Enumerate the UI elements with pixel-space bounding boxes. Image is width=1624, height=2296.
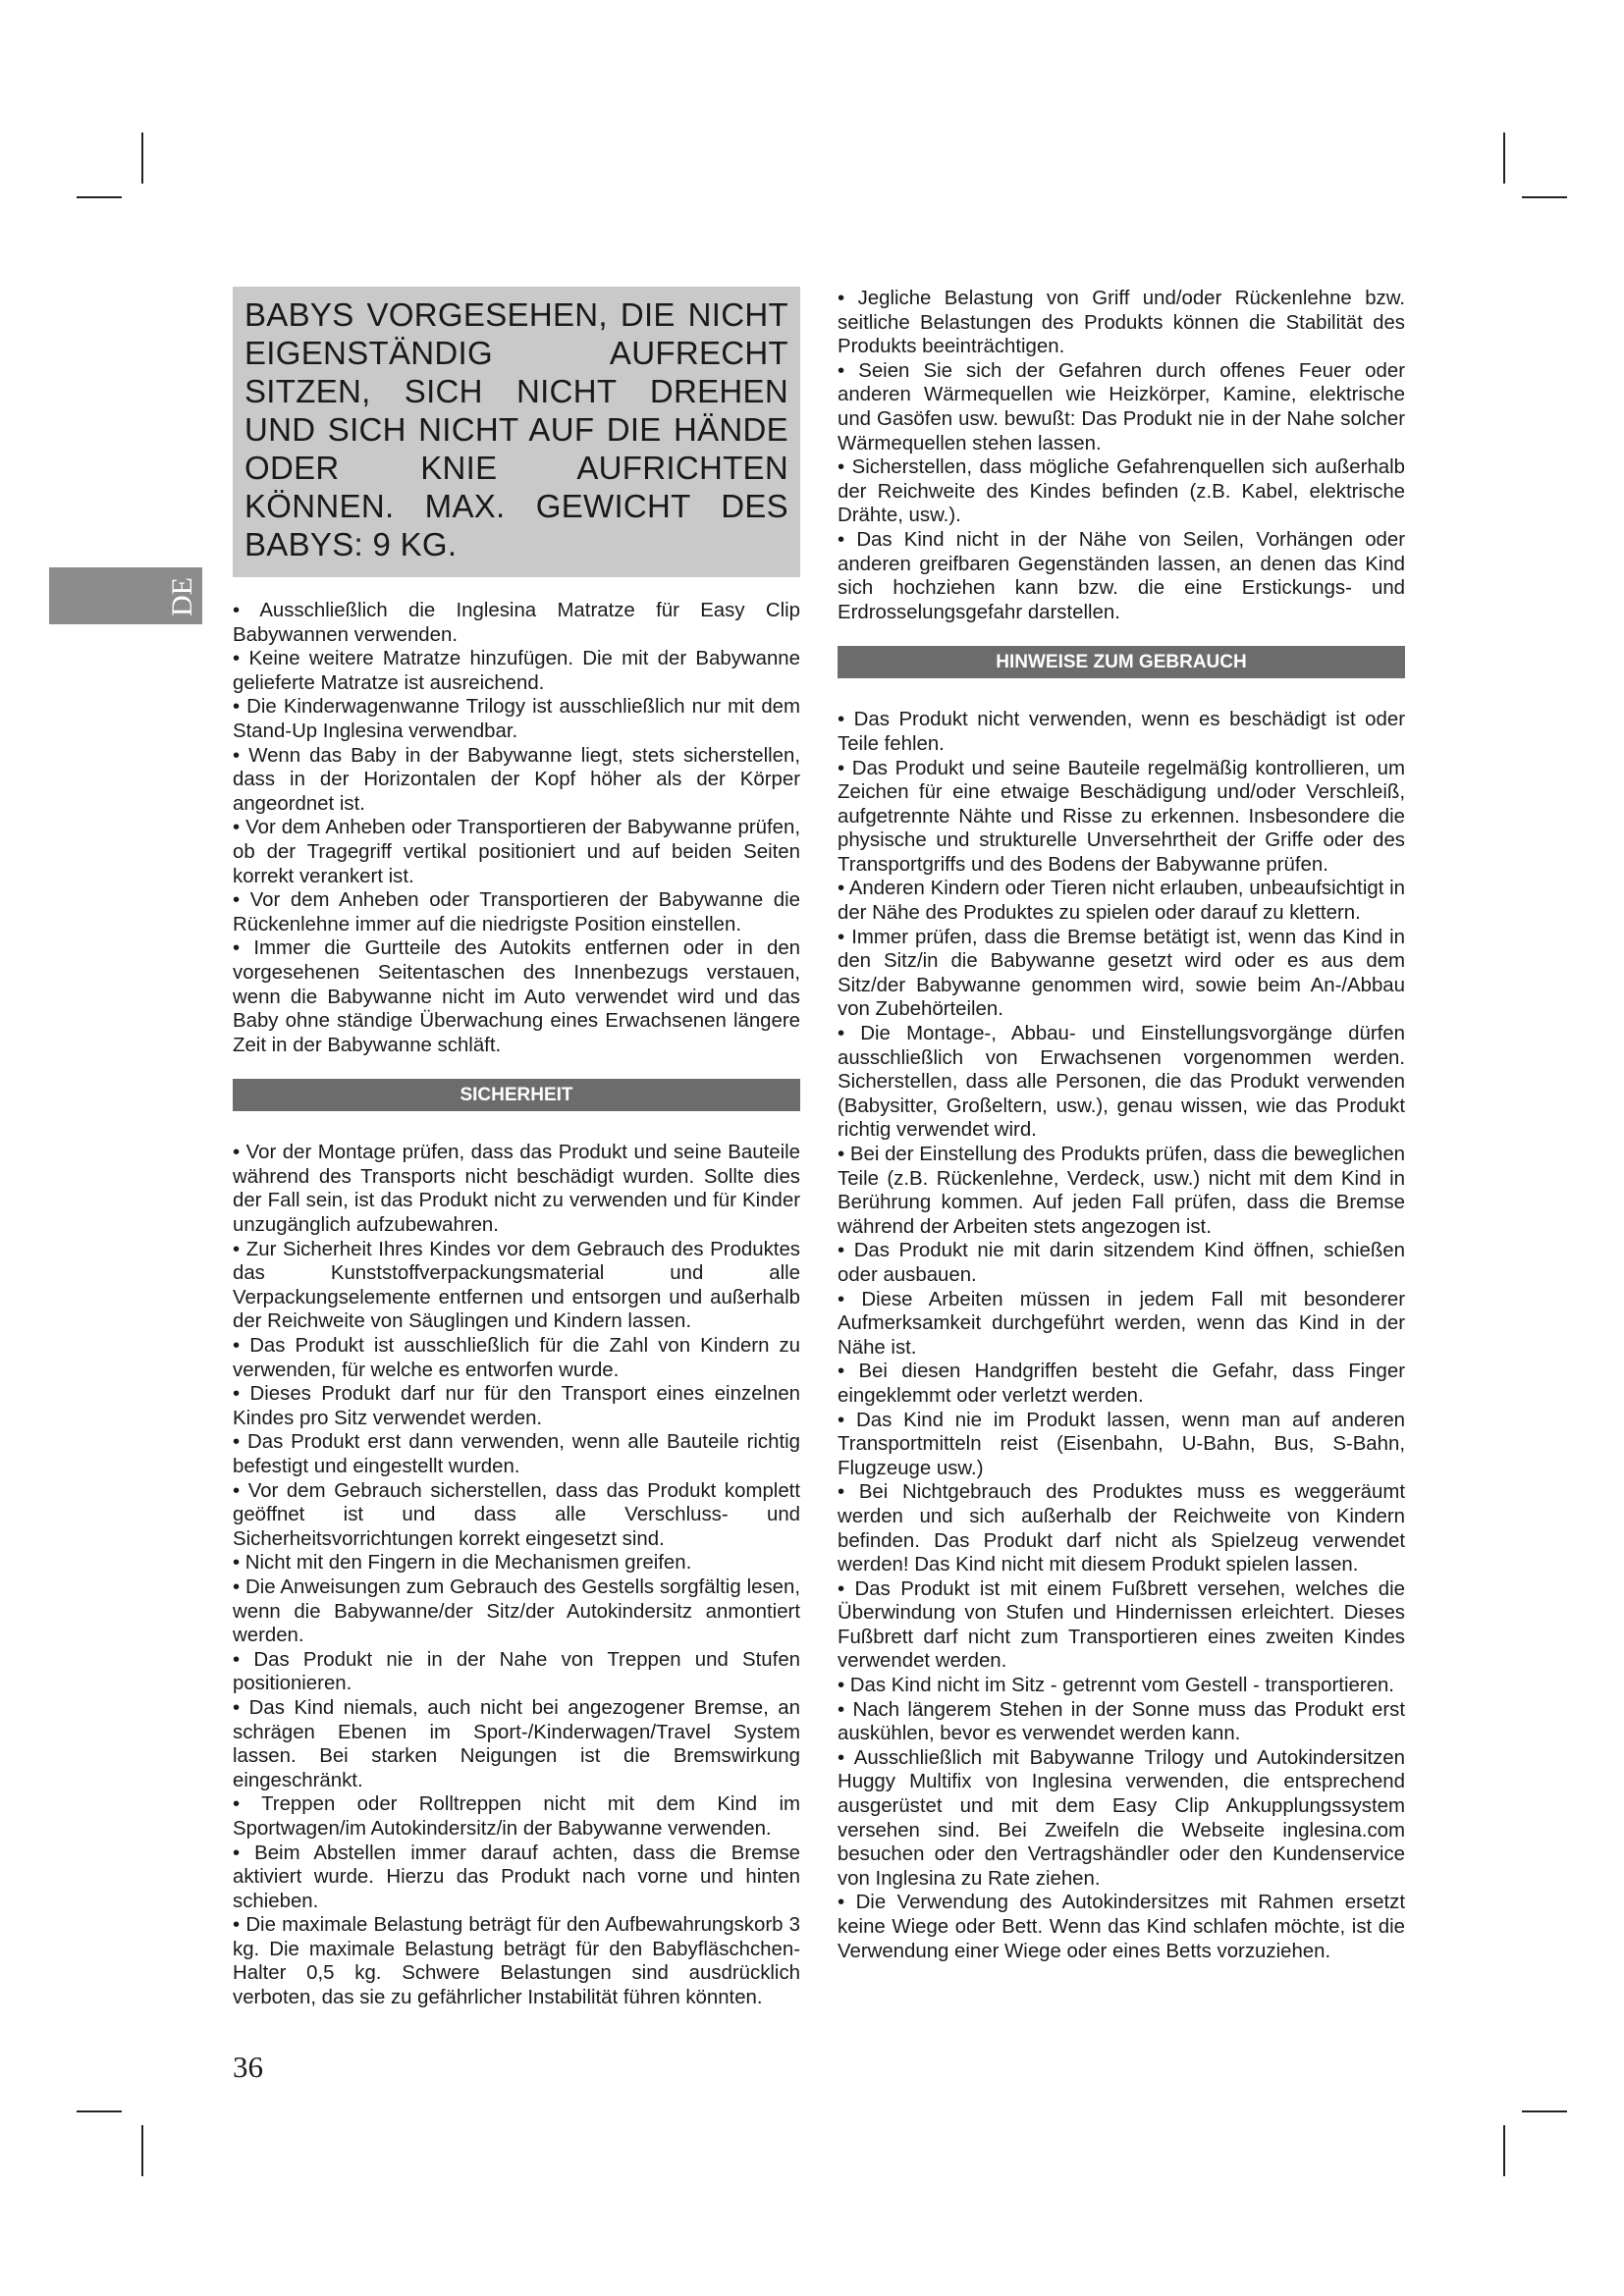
list-item: • Vor dem Gebrauch sicherstellen, dass das Produkt komplett geöffnet ist und dass alle Verschluss- und Sicherheitsvorrichtungen korrekt eingesetzt sind. — [233, 1479, 800, 1550]
list-item: • Das Produkt erst dann verwenden, wenn alle Bauteile richtig befestigt und eingestellt wurden. — [233, 1431, 800, 1477]
list-item: • Das Kind nicht im Sitz - getrennt vom Gestell - transportieren. — [838, 1675, 1394, 1697]
safety-list — [233, 1141, 800, 2009]
list-item: • Die Verwendung des Autokindersitzes mit Rahmen ersetzt keine Wiege oder Bett. Wenn das Kind schlafen möchte, ist die Verwendung einer Wiege oder eines Betts vorzuziehen. — [838, 1892, 1405, 1962]
left-top-list — [233, 599, 800, 1057]
crop-mark-top-left-horizontal — [77, 196, 122, 198]
list-item: • Die maximale Belastung beträgt für den Aufbewahrungskorb 3 kg. Die maximale Belastung beträgt für den Babyfläschchen-Halter 0,5 kg. Schwere Belastungen sind ausdrücklich verboten, das sie zu gefährlicher Instabilität führen könnten. — [233, 1914, 800, 2009]
list-item: • Jegliche Belastung von Griff und/oder Rückenlehne bzw. seitliche Belastungen des Produkts können die Stabilität des Produkts beeinträchtigen. — [838, 288, 1405, 358]
list-item: • Immer prüfen, dass die Bremse betätigt ist, wenn das Kind in den Sitz/in die Babywanne gesetzt wird oder es aus dem Sitz/der Babywanne genommen wird, sowie beim An-/Abbau von Zubehörteilen. — [838, 926, 1405, 1021]
list-item: • Die Anweisungen zum Gebrauch des Gestells sorgfältig lesen, wenn die Babywanne/der Sitz/der Autokindersitz anmontiert werden. — [233, 1575, 800, 1647]
list-item: • Dieses Produkt darf nur für den Transport eines einzelnen Kindes pro Sitz verwendet werden. — [233, 1383, 800, 1429]
section-heading-usage: HINWEISE ZUM GEBRAUCH — [838, 646, 1405, 678]
page-number: 36 — [233, 2050, 263, 2084]
right-top-list — [838, 287, 1405, 624]
list-item: • Das Kind nicht in der Nähe von Seilen, Vorhängen oder anderen greifbaren Gegenständen lassen, an denen das Kind sich hochziehen kann bzw. die eine Erstickungs- und Erdrosselungsgefahr darstellen. — [838, 528, 1405, 623]
crop-mark-top-right-vertical — [1503, 133, 1505, 184]
list-item: • Keine weitere Matratze hinzufügen. Die mit der Babywanne gelieferte Matratze ist ausreichend. — [233, 648, 800, 694]
list-item: • Das Produkt nie in der Nahe von Treppen und Stufen positionieren. — [233, 1648, 800, 1695]
left-column — [233, 287, 800, 2010]
crop-mark-bottom-left-horizontal — [77, 2110, 122, 2112]
list-item: • Immer die Gurtteile des Autokits entfernen oder in den vorgesehenen Seitentaschen des Innenbezugs verstauen, wenn die Babywanne nicht im Auto verwendet wird und das Baby ohne ständige Überwachung eines Erwachsenen längere Zeit in der Babywanne schläft. — [233, 937, 800, 1056]
list-item: • Vor der Montage prüfen, dass das Produkt und seine Bauteile während des Transports nicht beschädigt wurden. Sollte dies der Fall sein, ist das Produkt nicht zu verwenden und für Kinder unzugänglich aufzubewahren. — [233, 1142, 800, 1237]
list-item: • Treppen oder Rolltreppen nicht mit dem Kind im Sportwagen/im Autokindersitz/in der Babywanne verwenden. — [233, 1793, 800, 1840]
list-item: • Ausschließlich mit Babywanne Trilogy und Autokindersitzen Huggy Multifix von Inglesina verwenden, die entsprechend ausgerüstet und mit dem Easy Clip Ankupplungssystem versehen sind. Bei Zweifeln die Webseite inglesina.com besuchen oder den Vertragshändler oder den Kundenservice von Inglesina zu Rate ziehen. — [838, 1746, 1405, 1890]
list-item: • Das Kind nie im Produkt lassen, wenn man auf anderen Transportmitteln reist (Eisenbahn, U-Bahn, Bus, S-Bahn, Flugzeuge usw.) — [838, 1409, 1405, 1479]
crop-mark-bottom-right-vertical — [1503, 2125, 1505, 2176]
list-item: • Bei diesen Handgriffen besteht die Gefahr, dass Finger eingeklemmt oder verletzt werden. — [838, 1361, 1405, 1407]
list-item: • Das Produkt ist ausschließlich für die Zahl von Kindern zu verwenden, für welche es entworfen wurde. — [233, 1335, 800, 1381]
list-item: • Das Produkt und seine Bauteile regelmäßig kontrollieren, um Zeichen für eine etwaige Beschädigung und/oder Verschleiß, aufgetrennte Nähte und Risse zu erkennen. Insbesondere die physische und strukturelle Unversehrtheit der Griffe oder des Transportgriffs und des Bodens der Babywanne prüfen. — [838, 757, 1405, 876]
list-item: • Nach längerem Stehen in der Sonne muss das Produkt erst auskühlen, bevor es verwendet werden kann. — [838, 1698, 1405, 1745]
list-item: • Die Kinderwagenwanne Trilogy ist ausschließlich nur mit dem Stand-Up Inglesina verwendbar. — [233, 696, 800, 742]
list-item: • Nicht mit den Fingern in die Mechanismen greifen. — [233, 1552, 692, 1575]
list-item: • Bei Nichtgebrauch des Produktes muss es weggeräumt werden und sich außerhalb der Reichweite von Kindern befinden. Das Produkt darf nicht als Spielzeug verwendet werden! Das Kind nicht mit diesem Produkt spielen lassen. — [838, 1481, 1405, 1576]
list-item: • Seien Sie sich der Gefahren durch offenes Feuer oder anderen Wärmequellen wie Heizkörper, Kamine, elektrische und Gasöfen usw. bewußt: Das Produkt nie in der Nahe solcher Wärmequellen stehen lassen. — [838, 359, 1405, 454]
list-item: • Wenn das Baby in der Babywanne liegt, stets sicherstellen, dass in der Horizontalen der Kopf höher als der Körper angeordnet ist. — [233, 744, 800, 815]
language-tab-label: DE — [166, 577, 198, 616]
usage-list — [838, 708, 1405, 1963]
list-item: • Die Montage-, Abbau- und Einstellungsvorgänge dürfen ausschließlich von Erwachsenen vorgenommen werden. Sicherstellen, dass alle Personen, die das Produkt verwenden (Babysitter, Großeltern, usw.), genau wissen, wie das Produkt richtig verwendet wird. — [838, 1023, 1405, 1142]
crop-mark-top-right-horizontal — [1522, 196, 1567, 198]
section-heading-safety: SICHERHEIT — [233, 1079, 800, 1111]
list-item: • Vor dem Anheben oder Transportieren der Babywanne die Rückenlehne immer auf die niedrigste Position einstellen. — [233, 889, 800, 935]
list-item: • Beim Abstellen immer darauf achten, dass die Bremse aktiviert wurde. Hierzu das Produkt nach vorne und hinten schieben. — [233, 1842, 800, 1912]
list-item: • Das Produkt nicht verwenden, wenn es beschädigt ist oder Teile fehlen. — [838, 709, 1405, 755]
list-item: • Das Kind niemals, auch nicht bei angezogener Bremse, an schrägen Ebenen im Sport-/Kinderwagen/Travel System lassen. Bei starken Neigungen ist die Bremswirkung eingeschränkt. — [233, 1696, 800, 1791]
list-item: • Das Produkt ist mit einem Fußbrett versehen, welches die Überwindung von Stufen und Hindernissen erleichtert. Dieses Fußbrett darf nicht zum Transportieren eines zweiten Kindes verwendet werden. — [838, 1577, 1405, 1673]
list-item: • Zur Sicherheit Ihres Kindes vor dem Gebrauch des Produktes das Kunststoffverpackungsmaterial und alle Verpackungselemente entfernen und entsorgen und außerhalb der Reichweite von Säuglingen und Kindern lassen. — [233, 1238, 800, 1333]
list-item: • Sicherstellen, dass mögliche Gefahrenquellen sich außerhalb der Reichweite des Kindes befinden (z.B. Kabel, elektrische Drähte, usw.). — [838, 456, 1405, 527]
crop-mark-bottom-right-horizontal — [1522, 2110, 1567, 2112]
list-item: • Das Produkt nie mit darin sitzendem Kind öffnen, schießen oder ausbauen. — [838, 1240, 1405, 1286]
list-item: • Diese Arbeiten müssen in jedem Fall mit besonderer Aufmerksamkeit durchgeführt werden, wenn das Kind in der Nähe ist. — [838, 1288, 1405, 1359]
right-column — [838, 287, 1405, 1963]
list-item: • Ausschließlich die Inglesina Matratze für Easy Clip Babywannen verwenden. — [233, 600, 800, 646]
list-item: • Bei der Einstellung des Produkts prüfen, dass die beweglichen Teile (z.B. Rückenlehne, Verdeck, usw.) nicht mit dem Kind in Berührung kommen. Auf jeden Fall prüfen, dass die Bremse während der Arbeiten stets angezogen ist. — [838, 1144, 1405, 1238]
list-item: • Vor dem Anheben oder Transportieren der Babywanne prüfen, ob der Tragegriff vertikal positioniert und auf beiden Seiten korrekt verankert ist. — [233, 817, 800, 887]
list-item: • Anderen Kindern oder Tieren nicht erlauben, unbeaufsichtigt in der Nähe des Produktes zu spielen oder darauf zu klettern. — [838, 878, 1405, 925]
crop-mark-top-left-vertical — [141, 133, 143, 184]
warning-box: BABYS VORGESEHEN, DIE NICHT EIGENSTÄNDIG AUFRECHT SITZEN, SICH NICHT DREHEN UND SICH NICHT AUF DIE HÄNDE ODER KNIE AUFRICHTEN KÖNNEN. MAX. GEWICHT DES BABYS: 9 KG. — [233, 287, 800, 577]
crop-mark-bottom-left-vertical — [141, 2125, 143, 2176]
